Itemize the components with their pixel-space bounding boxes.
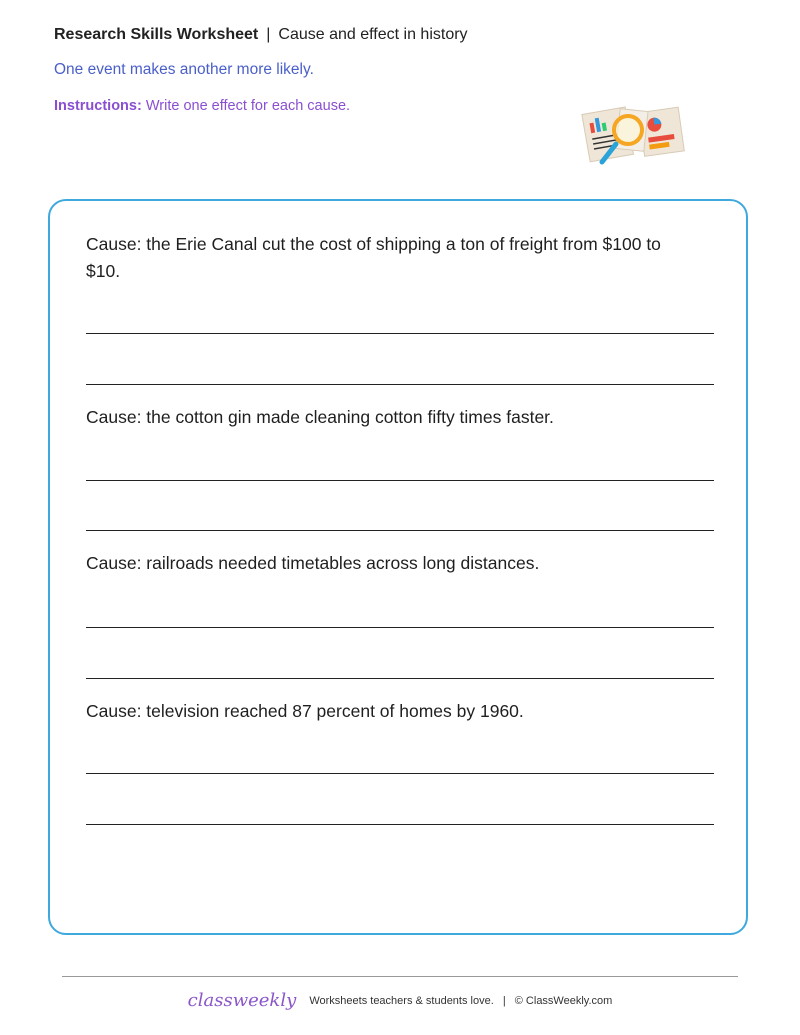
- instructions-text: Write one effect for each cause.: [145, 98, 351, 114]
- answer-line[interactable]: [86, 530, 714, 531]
- footer-tagline: Worksheets teachers & students love.: [309, 995, 494, 1007]
- footer: [0, 990, 800, 1011]
- page-title: [54, 26, 468, 44]
- subtitle: One event makes another more likely.: [54, 61, 314, 78]
- answer-line[interactable]: [86, 678, 714, 679]
- footer-divider: [62, 976, 738, 977]
- research-papers-magnifier-icon: [580, 100, 690, 172]
- answer-line[interactable]: [86, 333, 714, 334]
- cause-4: Cause: television reached 87 percent of homes by 1960.: [86, 701, 524, 721]
- answer-line[interactable]: [86, 480, 714, 481]
- title-separator: |: [266, 26, 271, 43]
- cause-2: Cause: the cotton gin made cleaning cotton fifty times faster.: [86, 407, 554, 427]
- instructions-label: Instructions:: [54, 98, 142, 114]
- footer-copyright: © ClassWeekly.com: [514, 995, 613, 1007]
- brand-logo: classweekly: [187, 990, 297, 1011]
- cause-3: Cause: railroads needed timetables across long distances.: [86, 553, 540, 573]
- worksheet-title: Research Skills Worksheet: [54, 26, 259, 43]
- answer-line[interactable]: [86, 384, 714, 385]
- footer-separator: |: [502, 995, 506, 1007]
- answer-line[interactable]: [86, 627, 714, 628]
- worksheet-topic: Cause and effect in history: [278, 26, 468, 43]
- instructions: [54, 98, 350, 114]
- answer-line[interactable]: [86, 824, 714, 825]
- answer-line[interactable]: [86, 773, 714, 774]
- cause-1: Cause: the Erie Canal cut the cost of shipping a ton of freight from $100 to $10.: [86, 234, 661, 281]
